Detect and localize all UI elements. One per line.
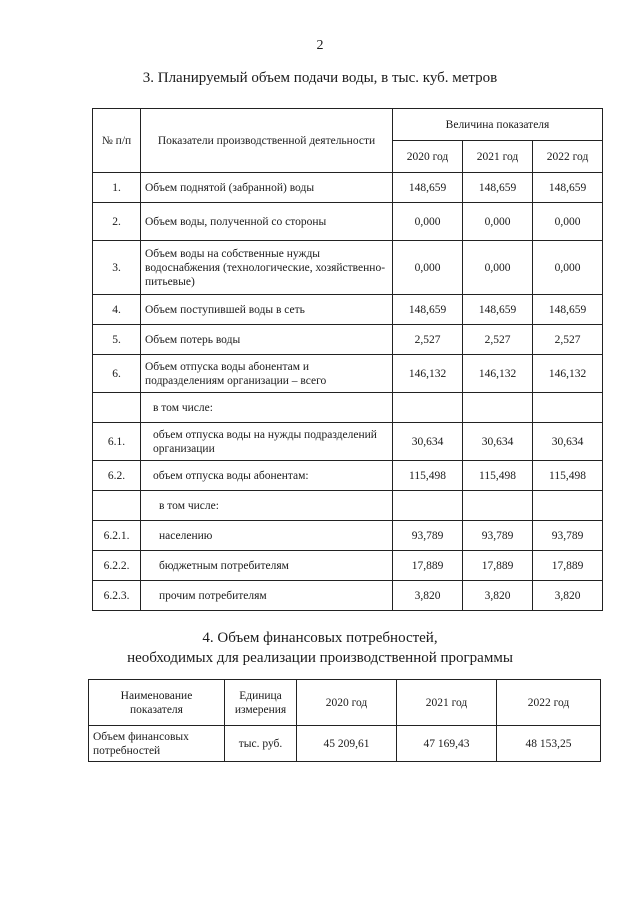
row-value-2020: 148,659 — [393, 295, 463, 325]
header-year-2022: 2022 год — [533, 141, 603, 173]
table-row — [89, 726, 601, 762]
row-value-2020: 45 209,61 — [297, 726, 397, 762]
header-value: Величина показателя — [393, 109, 603, 141]
row-name: в том числе: — [141, 491, 393, 521]
row-num: 6.2.1. — [93, 521, 141, 551]
row-num: 6. — [93, 355, 141, 393]
row-value-2021 — [463, 393, 533, 423]
row-value-2021: 47 169,43 — [397, 726, 497, 762]
row-value-2021: 148,659 — [463, 173, 533, 203]
row-value-2020 — [393, 393, 463, 423]
row-value-2021 — [463, 491, 533, 521]
table-row — [93, 581, 603, 611]
row-value-2021: 93,789 — [463, 521, 533, 551]
row-value-2020: 146,132 — [393, 355, 463, 393]
section4-title-line1: 4. Объем финансовых потребностей, — [202, 630, 438, 646]
row-value-2020: 115,498 — [393, 461, 463, 491]
table-row — [93, 203, 603, 241]
row-value-2020: 93,789 — [393, 521, 463, 551]
row-num: 6.2.3. — [93, 581, 141, 611]
table-row — [93, 551, 603, 581]
row-num: 6.2.2. — [93, 551, 141, 581]
row-name: Объем поднятой (забранной) воды — [141, 173, 393, 203]
row-num: 2. — [93, 203, 141, 241]
row-value-2022: 30,634 — [533, 423, 603, 461]
row-value-2022: 17,889 — [533, 551, 603, 581]
header-name: Наименование показателя — [89, 680, 225, 726]
row-value-2020: 3,820 — [393, 581, 463, 611]
row-value-2020: 0,000 — [393, 241, 463, 295]
row-name: бюджетным потребителям — [141, 551, 393, 581]
table-row — [93, 461, 603, 491]
row-name: Объем отпуска воды абонентам и подразделениям организации – всего — [141, 355, 393, 393]
row-name: объем отпуска воды на нужды подразделений организации — [141, 423, 393, 461]
row-value-2022: 3,820 — [533, 581, 603, 611]
row-value-2020: 17,889 — [393, 551, 463, 581]
table-row — [93, 241, 603, 295]
row-name: Объем поступившей воды в сеть — [141, 295, 393, 325]
row-name: Объем воды на собственные нужды водоснабжения (технологические, хозяйственно-питьевые) — [141, 241, 393, 295]
row-value-2021: 3,820 — [463, 581, 533, 611]
header-year-2021: 2021 год — [397, 680, 497, 726]
row-num — [93, 491, 141, 521]
row-value-2022: 146,132 — [533, 355, 603, 393]
table-row — [93, 393, 603, 423]
row-value-2020: 0,000 — [393, 203, 463, 241]
table-row — [93, 423, 603, 461]
row-name: Объем воды, полученной со стороны — [141, 203, 393, 241]
row-unit: тыс. руб. — [225, 726, 297, 762]
table-row — [93, 355, 603, 393]
section4-title — [0, 628, 640, 668]
row-num: 4. — [93, 295, 141, 325]
row-value-2022: 148,659 — [533, 295, 603, 325]
row-value-2022: 48 153,25 — [497, 726, 601, 762]
row-value-2021: 148,659 — [463, 295, 533, 325]
row-num: 6.2. — [93, 461, 141, 491]
row-name: населению — [141, 521, 393, 551]
row-value-2021: 0,000 — [463, 241, 533, 295]
header-year-2022: 2022 год — [497, 680, 601, 726]
row-num: 5. — [93, 325, 141, 355]
water-supply-table — [92, 108, 603, 611]
row-value-2020: 148,659 — [393, 173, 463, 203]
row-name: Объем финансовых потребностей — [89, 726, 225, 762]
table-row — [93, 491, 603, 521]
section4-title-line2: необходимых для реализации производственной программы — [127, 650, 513, 666]
row-value-2021: 30,634 — [463, 423, 533, 461]
row-value-2021: 17,889 — [463, 551, 533, 581]
row-name: Объем потерь воды — [141, 325, 393, 355]
row-value-2021: 115,498 — [463, 461, 533, 491]
row-name: прочим потребителям — [141, 581, 393, 611]
row-num — [93, 393, 141, 423]
row-num: 3. — [93, 241, 141, 295]
row-value-2022: 148,659 — [533, 173, 603, 203]
header-year-2020: 2020 год — [393, 141, 463, 173]
row-value-2022 — [533, 491, 603, 521]
table-row — [93, 173, 603, 203]
header-indicator: Показатели производственной деятельности — [141, 109, 393, 173]
header-year-2020: 2020 год — [297, 680, 397, 726]
row-value-2020: 30,634 — [393, 423, 463, 461]
header-unit: Единица измерения — [225, 680, 297, 726]
section3-title: 3. Планируемый объем подачи воды, в тыс. куб. метров — [142, 70, 498, 86]
row-value-2021: 2,527 — [463, 325, 533, 355]
header-num: № п/п — [93, 109, 141, 173]
row-value-2020 — [393, 491, 463, 521]
row-num: 6.1. — [93, 423, 141, 461]
row-value-2020: 2,527 — [393, 325, 463, 355]
row-value-2022: 0,000 — [533, 203, 603, 241]
header-year-2021: 2021 год — [463, 141, 533, 173]
row-value-2022: 0,000 — [533, 241, 603, 295]
table-row — [93, 521, 603, 551]
finance-table — [88, 679, 601, 762]
row-value-2022: 115,498 — [533, 461, 603, 491]
row-value-2022: 93,789 — [533, 521, 603, 551]
page-number: 2 — [316, 38, 324, 53]
table-row — [93, 325, 603, 355]
row-num: 1. — [93, 173, 141, 203]
row-name: в том числе: — [141, 393, 393, 423]
table-row — [93, 295, 603, 325]
row-value-2022 — [533, 393, 603, 423]
row-value-2021: 0,000 — [463, 203, 533, 241]
row-value-2021: 146,132 — [463, 355, 533, 393]
row-name: объем отпуска воды абонентам: — [141, 461, 393, 491]
row-value-2022: 2,527 — [533, 325, 603, 355]
